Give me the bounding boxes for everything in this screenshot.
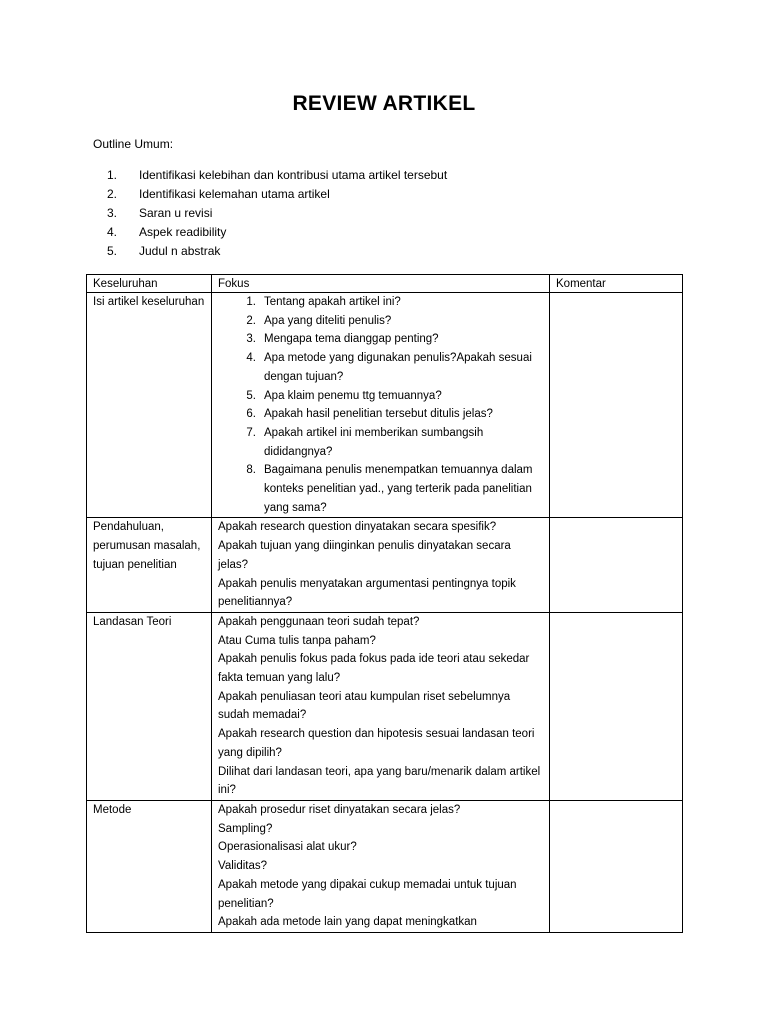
header-keseluruhan: Keseluruhan	[87, 275, 212, 293]
question-item: 3. Mengapa tema dianggap penting?	[246, 333, 439, 346]
section-label: Isi artikel keseluruhan	[87, 293, 212, 518]
focus-cell	[212, 800, 550, 932]
table-row	[87, 612, 683, 800]
header-fokus: Fokus	[212, 275, 550, 293]
focus-question: Apakah penggunaan teori sudah tepat?	[218, 615, 420, 628]
question-item: 4. Apa metode yang digunakan penulis?Apakah sesuai dengan tujuan?	[246, 352, 532, 383]
question-item: 1. Tentang apakah artikel ini?	[246, 296, 401, 308]
question-list	[218, 293, 543, 517]
focus-question: Sampling?	[218, 822, 273, 835]
focus-question: Validitas?	[218, 860, 268, 873]
section-label: Landasan Teori	[87, 612, 212, 800]
review-table	[86, 274, 683, 933]
focus-question: Operasionalisasi alat ukur?	[218, 841, 357, 854]
question-item: 2. Apa yang diteliti penulis?	[246, 314, 392, 327]
comment-cell	[550, 800, 683, 932]
table-row	[87, 518, 683, 613]
comment-cell	[550, 518, 683, 613]
outline-heading: Outline Umum:	[93, 137, 174, 151]
question-item: 6. Apakah hasil penelitian tersebut ditulis jelas?	[246, 408, 493, 421]
focus-question: Apakah penulis fokus pada fokus pada ide teori atau sekedar fakta temuan yang lalu?	[218, 653, 530, 685]
focus-question: Apakah research question dan hipotesis sesuai landasan teori yang dipilih?	[218, 728, 535, 759]
focus-question: Apakah penuliasan teori atau kumpulan riset sebelumnya sudah memadai?	[218, 690, 511, 722]
focus-question: Apakah ada metode lain yang dapat meningkatkan	[218, 916, 477, 929]
document-title: REVIEW ARTIKEL	[292, 92, 476, 115]
focus-question: Apakah tujuan yang diinginkan penulis dinyatakan secara jelas?	[218, 540, 511, 571]
focus-question: Apakah penulis menyatakan argumentasi pentingnya topik penelitiannya?	[218, 577, 516, 609]
question-item: 5. Apa klaim penemu ttg temuannya?	[246, 389, 442, 402]
outline-item: 2. Identifikasi kelemahan utama artikel	[106, 187, 330, 201]
outline-list	[93, 166, 447, 261]
focus-cell	[212, 518, 550, 613]
outline-item: 4. Aspek readibility	[106, 225, 227, 239]
focus-question: Dilihat dari landasan teori, apa yang baru/menarik dalam artikel ini?	[218, 765, 541, 797]
outline-item: 5. Judul n abstrak	[106, 244, 221, 258]
table-row	[87, 800, 683, 932]
question-item: 8. Bagaimana penulis menempatkan temuannya dalam konteks penelitian yad., yang terterik pada panelitian yang sama?	[246, 464, 533, 514]
table-row	[87, 293, 683, 518]
header-komentar: Komentar	[550, 275, 683, 293]
focus-cell	[212, 293, 550, 518]
outline-item: 3. Saran u revisi	[106, 206, 213, 220]
focus-cell	[212, 612, 550, 800]
focus-question: Apakah prosedur riset dinyatakan secara jelas?	[218, 803, 461, 816]
focus-question: Atau Cuma tulis tanpa paham?	[218, 634, 376, 647]
question-item: 7. Apakah artikel ini memberikan sumbangsih dididangnya?	[246, 426, 484, 458]
section-label: Metode	[87, 800, 212, 932]
comment-cell	[550, 293, 683, 518]
comment-cell	[550, 612, 683, 800]
table-header-row	[87, 275, 683, 293]
outline-item: 1. Identifikasi kelebihan dan kontribusi utama artikel tersebut	[106, 168, 448, 182]
focus-question: Apakah metode yang dipakai cukup memadai untuk tujuan penelitian?	[218, 878, 517, 910]
section-label: Pendahuluan, perumusan masalah, tujuan penelitian	[87, 518, 212, 613]
focus-question: Apakah research question dinyatakan secara spesifik?	[218, 521, 497, 534]
